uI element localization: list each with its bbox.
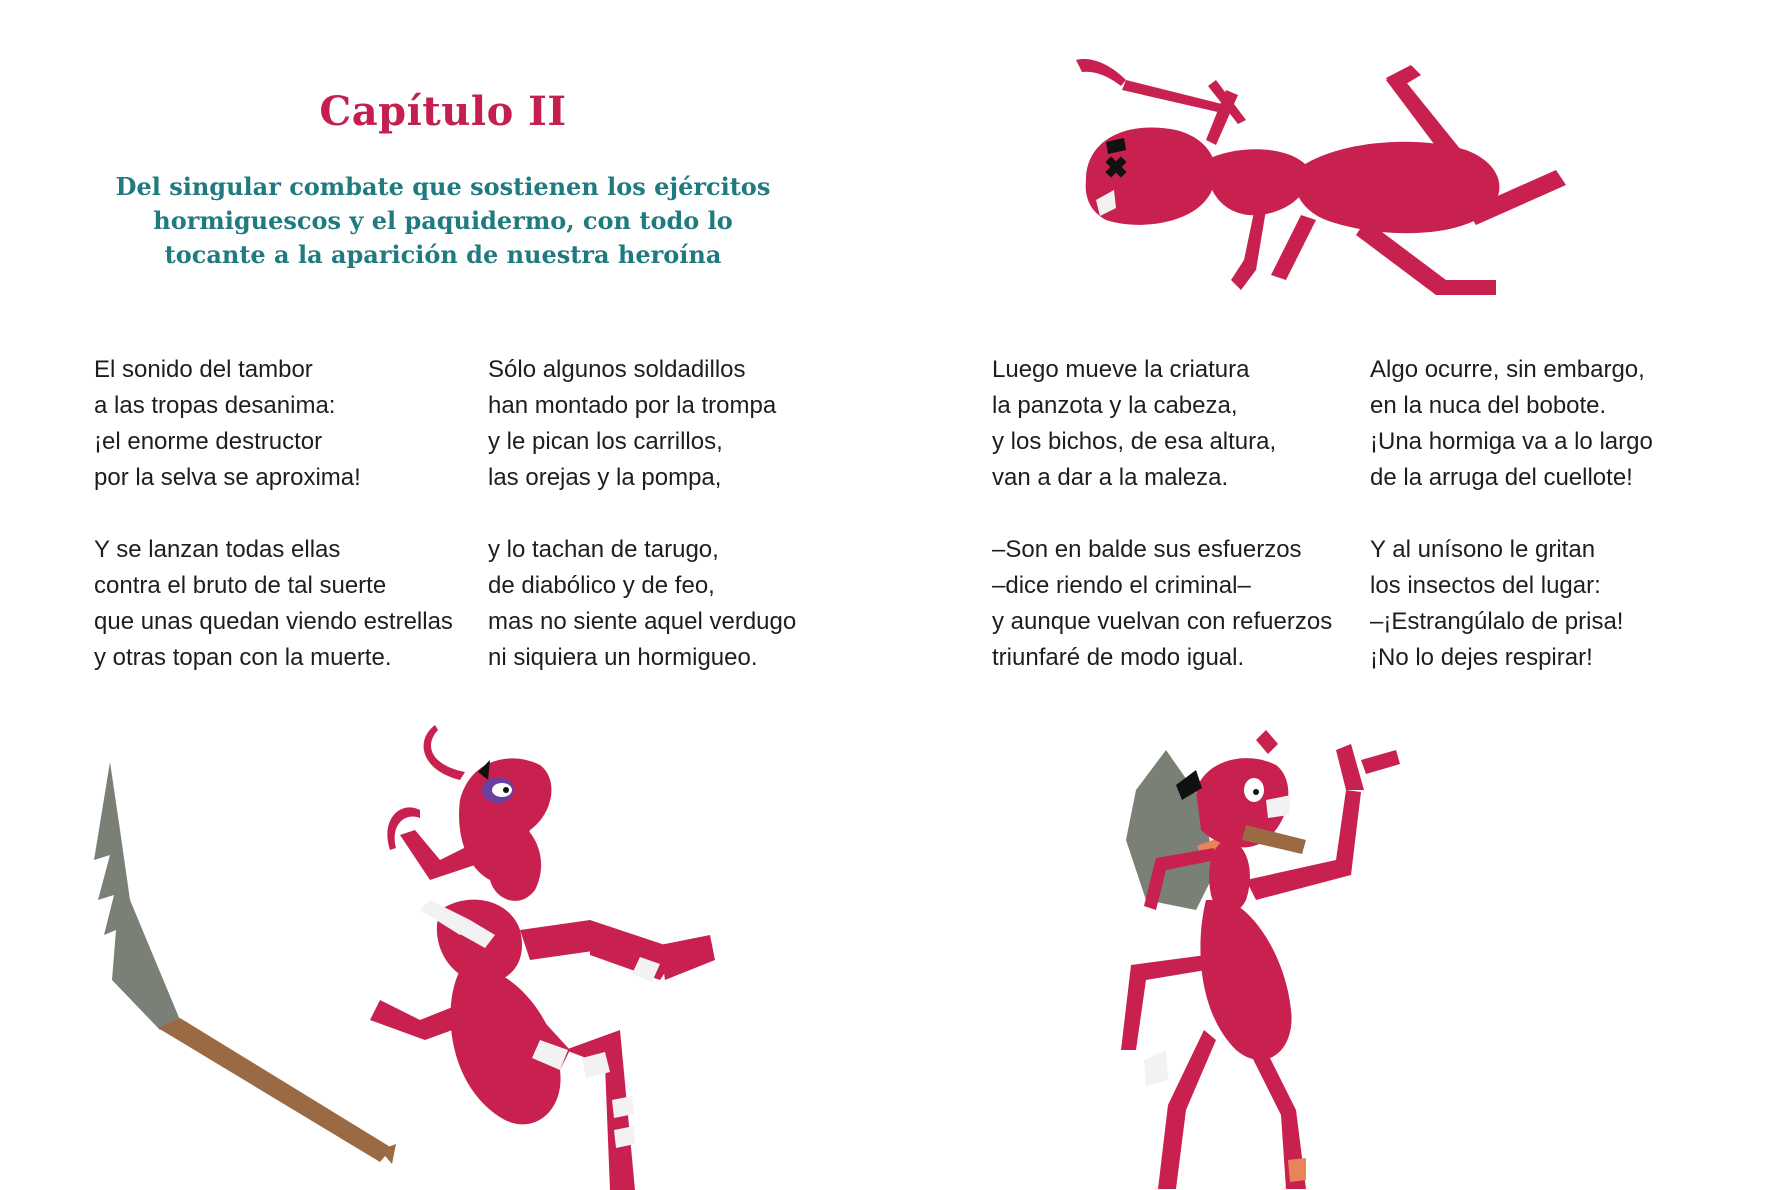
stanza-7 — [1370, 352, 1653, 496]
left-page — [0, 0, 886, 1189]
verse-line: ¡el enorme destructor — [94, 428, 323, 455]
verse-line: de la arruga del cuellote! — [1370, 464, 1633, 491]
verse-line: de diabólico y de feo, — [488, 572, 715, 599]
verse-line: Luego mueve la criatura — [992, 356, 1250, 383]
verse-line: ¡No lo dejes respirar! — [1370, 644, 1593, 671]
verse-line: han montado por la trompa — [488, 392, 777, 419]
verse-line: triunfaré de modo igual. — [992, 644, 1245, 671]
verse-line: a las tropas desanima: — [94, 392, 336, 419]
verse-line: –Son en balde sus esfuerzos — [992, 536, 1302, 563]
verse-line: en la nuca del bobote. — [1370, 392, 1607, 419]
stanza-6 — [992, 532, 1332, 676]
verse-line: los insectos del lugar: — [1370, 572, 1601, 599]
stanza-1 — [94, 352, 361, 496]
verse-line: Algo ocurre, sin embargo, — [1370, 356, 1645, 383]
verse-line: y otras topan con la muerte. — [94, 644, 392, 671]
verse-line: Y se lanzan todas ellas — [94, 536, 341, 563]
chapter-title: Capítulo II — [319, 88, 567, 135]
stanza-2 — [94, 532, 453, 676]
stanza-8 — [1370, 532, 1623, 676]
verse-line: El sonido del tambor — [94, 356, 313, 383]
verse-line: que unas quedan viendo estrellas — [94, 608, 453, 635]
fallen-ant-illustration — [1066, 50, 1586, 300]
verse-line: ni siquiera un hormigueo. — [488, 644, 758, 671]
verse-line: y aunque vuelvan con refuerzos — [992, 608, 1333, 635]
subtitle-line: tocante a la aparición de nuestra heroína — [164, 240, 722, 269]
verse-line: –¡Estrangúlalo de prisa! — [1370, 608, 1624, 635]
stanza-4 — [488, 532, 796, 676]
verse-line: y lo tachan de tarugo, — [488, 536, 719, 563]
axe-ant-illustration — [1106, 730, 1466, 1189]
subtitle-line: hormiguescos y el paquidermo, con todo lo — [153, 206, 733, 235]
verse-line: por la selva se aproxima! — [94, 464, 361, 491]
verse-line: la panzota y la cabeza, — [992, 392, 1238, 419]
bandaged-ant-illustration — [320, 720, 810, 1190]
stanza-5 — [992, 352, 1276, 496]
verse-line: ¡Una hormiga va a lo largo — [1370, 428, 1653, 455]
verse-line: mas no siente aquel verdugo — [488, 608, 797, 635]
verse-line: las orejas y la pompa, — [488, 464, 722, 491]
verse-line: y le pican los carrillos, — [488, 428, 723, 455]
stanza-3 — [488, 352, 776, 496]
chapter-subtitle — [0, 170, 886, 272]
verse-line: contra el bruto de tal suerte — [94, 572, 387, 599]
verse-line: van a dar a la maleza. — [992, 464, 1229, 491]
verse-line: –dice riendo el criminal– — [992, 572, 1251, 599]
verse-line: Sólo algunos soldadillos — [488, 356, 746, 383]
subtitle-line: Del singular combate que sostienen los ejércitos — [115, 172, 771, 201]
right-page — [886, 0, 1772, 1189]
verse-line: y los bichos, de esa altura, — [992, 428, 1277, 455]
verse-line: Y al unísono le gritan — [1370, 536, 1596, 563]
